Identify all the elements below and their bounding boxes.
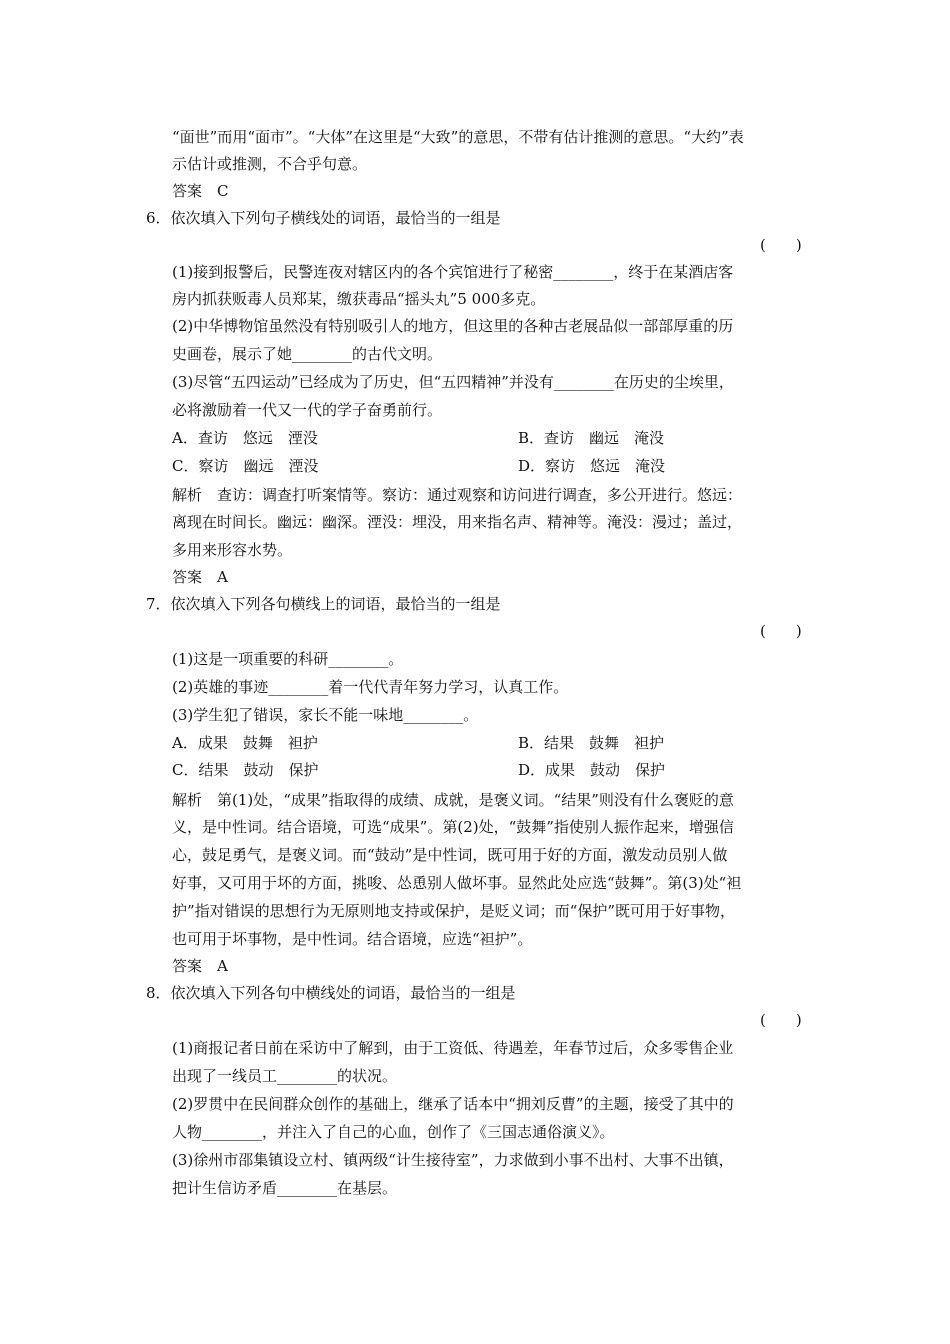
text-line: (1)接到报警后，民警连夜对辖区内的各个宾馆进行了秘密________，终于在某酒店客 [172,263,734,281]
answer-bracket: ( ) [760,622,802,640]
text-line: 心，鼓足勇气，是褒义词。而“鼓动”是中性词，既可用于好的方面，激发动员别人做 [172,846,728,864]
text-line: 出现了一线员工________的状况。 [172,1067,398,1085]
text-line: 必将激励着一代又一代的学子奋勇前行。 [172,401,443,419]
text-line: 史画卷，展示了她________的古代文明。 [172,345,443,363]
text-line: “面世”而用“面市”。“大体”在这里是“大致”的意思，不带有估计推测的意思。“大约”表 [172,128,744,146]
option-a: A．成果 鼓舞 袒护 [172,734,318,752]
text-line: 义，是中性词。结合语境，可选“成果”。第(2)处，“鼓舞”指使别人振作起来，增强信 [172,818,734,836]
answer-line: 答案 A [172,568,228,586]
text-line: 人物________，并注入了自己的心血，创作了《三国志通俗演义》。 [172,1123,615,1141]
text-line: 解析 查访：调查打听案情等。察访：通过观察和访问进行调查，多公开进行。悠远： [172,486,743,504]
text-line: (3)尽管“五四运动”已经成为了历史，但“五四精神”并没有________在历史的尘埃里， [172,373,734,391]
question-7-stem: 7．依次填入下列各句横线上的词语，最恰当的一组是 [146,595,501,613]
answer-line: 答案 A [172,957,228,975]
text-line: (1)商报记者日前在采访中了解到，由于工资低、待遇差，年春节过后，众多零售企业 [172,1039,734,1057]
text-line: 多用来形容水势。 [172,541,293,559]
option-b: B．结果 鼓舞 袒护 [518,734,665,752]
text-line: 解析 第(1)处，“成果”指取得的成绩、成就，是褒义词。“结果”则没有什么褒贬的意 [172,791,734,809]
answer-bracket: ( ) [760,236,802,254]
option-d: D．察访 悠远 淹没 [518,457,666,475]
text-line: 示估计或推测，不合乎句意。 [172,155,368,173]
text-line: 也可用于坏事物，是中性词。结合语境，应选“袒护”。 [172,930,533,948]
text-line: 把计生信访矛盾________在基层。 [172,1179,398,1197]
option-c: C．结果 鼓动 保护 [172,761,319,779]
question-6-stem: 6．依次填入下列句子横线处的词语，最恰当的一组是 [146,209,501,227]
answer-line: 答案 C [172,182,229,200]
text-line: (2)中华博物馆虽然没有特别吸引人的地方，但这里的各种古老展品似一部部厚重的历 [172,317,734,335]
option-c: C．察访 幽远 湮没 [172,457,319,475]
text-line: (2)英雄的事迹________着一代代青年努力学习，认真工作。 [172,678,569,696]
text-line: 房内抓获贩毒人员郑某，缴获毒品“摇头丸”5 000多克。 [172,290,546,308]
question-8-stem: 8．依次填入下列各句中横线处的词语，最恰当的一组是 [146,984,516,1002]
option-a: A．查访 悠远 湮没 [172,429,318,447]
option-b: B．查访 幽远 淹没 [518,429,665,447]
answer-bracket: ( ) [760,1011,802,1029]
text-line: (3)徐州市邵集镇设立村、镇两级“计生接待室”，力求做到小事不出村、大事不出镇， [172,1151,734,1169]
text-line: (3)学生犯了错误，家长不能一味地________。 [172,706,479,724]
text-line: 护”指对错误的思想行为无原则地支持或保护，是贬义词；而“保护”既可用于好事物， [172,902,736,920]
text-line: (2)罗贯中在民间群众创作的基础上，继承了话本中“拥刘反曹”的主题，接受了其中的 [172,1095,734,1113]
text-line: 好事，又可用于坏的方面，挑唆、怂恿别人做坏事。显然此处应选“鼓舞”。第(3)处“袒 [172,874,742,892]
text-line: (1)这是一项重要的科研________。 [172,650,404,668]
option-d: D．成果 鼓动 保护 [518,761,666,779]
text-line: 离现在时间长。幽远：幽深。湮没：埋没，用来指名声、精神等。淹没：漫过；盖过， [172,513,743,531]
